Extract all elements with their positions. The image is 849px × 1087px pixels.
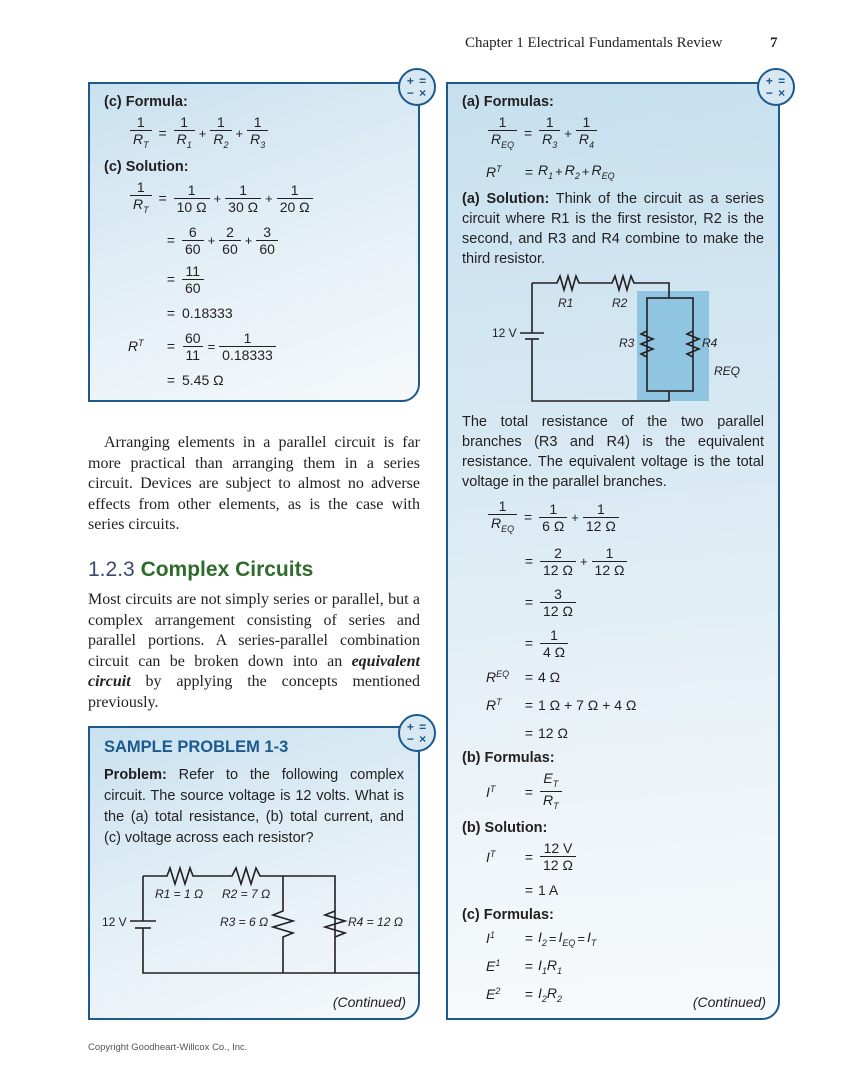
svg-text:R4: R4 <box>702 335 718 350</box>
term-equivalent-circuit: equivalent circuit <box>88 652 420 690</box>
req-step-2: = $\frac{2}{12 \Omega}$ + $\frac{1}{12 \Omega}$ <box>486 545 764 578</box>
req-result: R EQ = 4 Ω <box>486 668 561 685</box>
sample-problem-box <box>88 726 420 1020</box>
equation-rt-formula: R T = $R_1$ + $R_2$ + $R_{EQ}$ <box>486 162 615 182</box>
svg-text:R3: R3 <box>619 335 635 350</box>
svg-text:R1 = 1 Ω: R1 = 1 Ω <box>155 887 204 901</box>
copyright: Copyright Goodheart-Willcox Co., Inc. <box>88 1042 248 1053</box>
b-solution-result: = 1 A <box>524 882 559 899</box>
svg-text:12 V: 12 V <box>102 915 127 929</box>
equation-step-6: = 5.45 Ω <box>166 371 224 388</box>
left-solution-box <box>88 82 420 402</box>
c-formula-heading: (c) Formula: <box>104 94 188 110</box>
circuit-diagram-equivalent <box>492 273 792 403</box>
equation-step-5: R T = $\frac{60}{11}$ = $\frac{1}{0.18333}$ <box>128 330 404 363</box>
continued-label: (Continued) <box>332 994 406 1010</box>
c-formula-3: E 2 = $I_2R_2$ <box>486 984 563 1004</box>
svg-text:REQ: REQ <box>714 363 741 378</box>
rt-result: = 12 Ω <box>524 724 568 741</box>
svg-text:R2 = 7 Ω: R2 = 7 Ω <box>222 887 271 901</box>
equation-step-3: = $\frac{11}{60}$ <box>128 263 404 296</box>
continued-label: (Continued) <box>692 994 766 1010</box>
page-number: 7 <box>770 35 778 51</box>
svg-text:R4 = 12 Ω: R4 = 12 Ω <box>348 915 403 929</box>
equation-step-1: $\frac{1}{R_T}$ = $\frac{1}{10 \Omega}$ + $\frac{1}{30 \Omega}$ + $\frac{1}{20 \Omega}$ <box>128 179 404 218</box>
req-step-3: = $\frac{3}{12 \Omega}$ <box>486 586 764 619</box>
req-step-1: $\frac{1}{R_{EQ}}$ = $\frac{1}{6 \Omega}$ + $\frac{1}{12 \Omega}$ <box>486 498 764 537</box>
section-heading: 1.2.3 Complex Circuits <box>88 558 314 581</box>
svg-text:R2: R2 <box>612 295 628 310</box>
svg-text:12 V: 12 V <box>492 325 517 340</box>
req-step-4: = $\frac{1}{4 \Omega}$ <box>486 627 764 660</box>
calculator-icon: + = − × <box>757 68 795 106</box>
rt-sum: R T = 1 Ω + 7 Ω + 4 Ω <box>486 696 637 713</box>
c-formulas-heading: (c) Formulas: <box>462 907 554 924</box>
calculator-icon: + = − × <box>398 68 436 106</box>
paragraph-complex: Most circuits are not simply series or parallel, but a complex arrangement consisting of series and parallel portions. A series-parallel combination circuit can be broken down into an equivalent circuit by applying the concepts mentioned previously. <box>88 591 420 711</box>
running-head: Chapter 1 Electrical Fundamentals Review <box>465 35 723 51</box>
sample-problem-title: SAMPLE PROBLEM 1-3 <box>104 738 289 756</box>
problem-text: Problem: Refer to the following complex circuit. The source voltage is 12 volts. What is the (a) total resistance, (b) total current, and (c) voltage across each resistor? <box>104 767 404 846</box>
a-solution-text: (a) Solution: Think of the circuit as a series circuit where R1 is the first resistor, R2 is the second, and R3 and R4 combine to make the third resistor. <box>462 190 764 267</box>
b-formula: I T = $\frac{E_T}{R_T}$ <box>486 770 764 815</box>
right-solution-box <box>446 82 780 1020</box>
b-formulas-heading: (b) Formulas: <box>462 749 555 766</box>
equation-formula: $\frac{1}{R_T}$ = $\frac{1}{R_1}$ + $\frac{1}{R_2}$ + $\frac{1}{R_3}$ <box>128 114 404 153</box>
equation-step-4: = 0.18333 <box>166 304 233 321</box>
b-solution-step-1: I T = $\frac{12 V}{12 \Omega}$ <box>486 840 764 873</box>
a-formulas-heading: (a) Formulas: <box>462 94 554 110</box>
svg-text:R3 = 6 Ω: R3 = 6 Ω <box>220 915 269 929</box>
equation-step-2: = $\frac{6}{60}$ + $\frac{2}{60}$ + $\frac{3}{60}$ <box>128 224 404 257</box>
c-solution-heading: (c) Solution: <box>104 158 189 175</box>
equation-req-formula: $\frac{1}{R_{EQ}}$ = $\frac{1}{R_3}$ + $\frac{1}{R_4}$ <box>486 114 764 153</box>
parallel-explanation: The total resistance of the two parallel branches (R3 and R4) is the equivalent resistance. The equivalent voltage is the total voltage in the parallel branches. <box>462 413 764 490</box>
c-formula-2: E 1 = $I_1R_1$ <box>486 956 563 976</box>
b-solution-heading: (b) Solution: <box>462 820 548 837</box>
svg-text:R1: R1 <box>558 295 574 310</box>
c-formula-1: I 1 = $I_2$ = $I_{EQ}$ = $I_T$ <box>486 928 597 948</box>
calculator-icon: + = − × <box>398 714 436 752</box>
circuit-diagram-complex <box>90 856 420 986</box>
paragraph-parallel: Arranging elements in a parallel circuit is far more practical than arranging them in a series circuit. Devices are subject to almost no adverse effects from other elements, as is the case with series circuits. <box>88 434 420 533</box>
